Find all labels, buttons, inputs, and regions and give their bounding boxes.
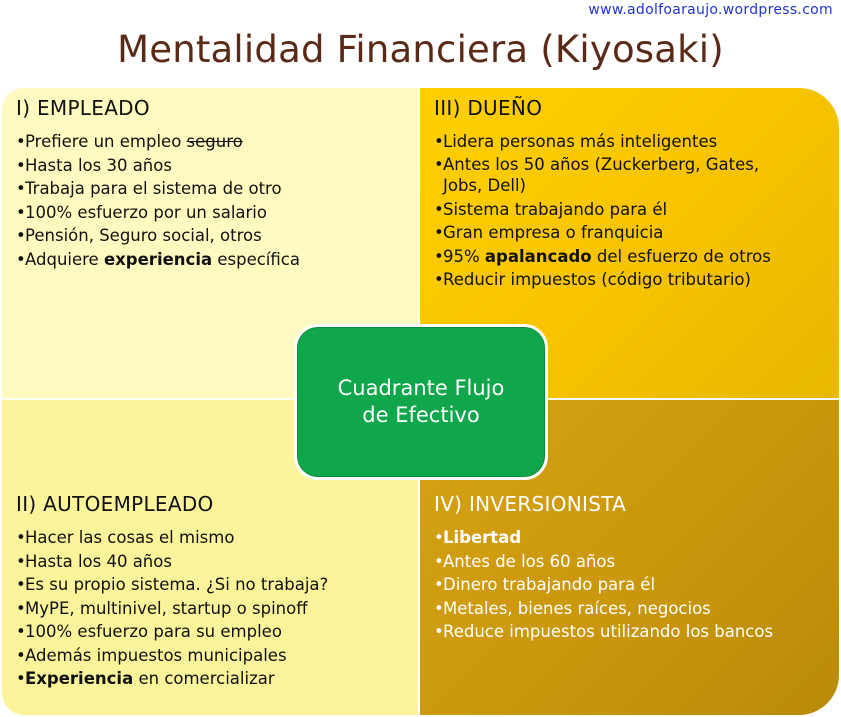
item-text: en comercializar [133, 669, 275, 688]
page-title: Mentalidad Financiera (Kiyosaki) [117, 28, 724, 71]
item-text: Reducir impuestos (código tributario) [443, 270, 751, 289]
bullet-icon: • [434, 598, 444, 618]
item-text: Hasta los 30 años [25, 155, 172, 175]
bullet-icon: • [434, 132, 444, 151]
source-url[interactable]: www.adolfoaraujo.wordpress.com [588, 2, 833, 18]
item-text: del esfuerzo de otros [591, 246, 771, 266]
quadrant-heading: IV) INVERSIONISTA [434, 492, 627, 516]
list-item [16, 130, 406, 154]
list-item [434, 550, 827, 574]
list-item [16, 248, 406, 272]
list-item [16, 177, 406, 201]
item-text: 100% esfuerzo para su empleo [25, 622, 282, 641]
item-text: Hacer las cosas el mismo [25, 528, 235, 547]
item-text: Además impuestos municipales [25, 645, 287, 665]
item-text: Antes los 50 años (Zuckerberg, Gates, [443, 154, 760, 174]
bullet-icon: • [16, 132, 26, 151]
item-text: específica [212, 249, 300, 269]
bullet-icon: • [434, 246, 444, 266]
list-item [434, 526, 827, 550]
bullet-icon: • [16, 528, 26, 547]
item-text: Jobs, Dell) [443, 175, 526, 195]
bullet-icon: • [434, 528, 444, 547]
bullet-icon: • [434, 199, 444, 219]
center-label [316, 375, 526, 429]
center-box-cash-flow-quadrant [294, 324, 548, 480]
list-item [434, 130, 827, 154]
item-strike-text: seguro [186, 132, 243, 151]
quadrant-list [434, 526, 827, 644]
bullet-icon: • [434, 575, 444, 594]
list-item [434, 597, 827, 621]
item-text: Reduce impuestos utilizando los bancos [443, 622, 774, 641]
quadrant-list [16, 526, 406, 691]
bullet-icon: • [434, 622, 444, 641]
list-item [16, 667, 406, 691]
item-bold-text: apalancado [484, 246, 592, 266]
item-text: Lidera personas más inteligentes [443, 132, 718, 151]
item-text: Pensión, Seguro social, otros [25, 226, 262, 245]
list-item [16, 154, 406, 178]
list-item [16, 550, 406, 574]
bullet-icon: • [16, 202, 26, 222]
item-text: Trabaja para el sistema de otro [25, 179, 282, 198]
quadrant-heading: III) DUEÑO [434, 96, 543, 120]
item-text: Metales, bienes raíces, negocios [443, 598, 711, 618]
bullet-icon: • [16, 622, 26, 641]
quadrant-heading: II) AUTOEMPLEADO [16, 492, 214, 516]
center-label-line: Cuadrante Flujo [337, 376, 505, 400]
item-text: Gran empresa o franquicia [443, 223, 664, 242]
list-item [434, 245, 827, 269]
bullet-icon: • [16, 575, 26, 594]
item-text: MyPE, multinivel, startup o spinoff [25, 598, 308, 618]
item-text: Hasta los 40 años [25, 551, 172, 571]
bullet-icon: • [16, 249, 26, 269]
bullet-icon: • [16, 226, 26, 245]
list-item [16, 201, 406, 225]
list-item [16, 224, 406, 248]
list-item [16, 644, 406, 668]
item-text: 95% [443, 246, 485, 266]
list-item [434, 198, 827, 222]
item-text: 100% esfuerzo por un salario [25, 202, 267, 222]
list-item [16, 526, 406, 550]
item-text: Dinero trabajando para él [443, 575, 656, 594]
bullet-icon: • [16, 645, 26, 665]
bullet-icon: • [16, 669, 26, 688]
quadrant-list [434, 130, 827, 292]
bullet-icon: • [434, 551, 444, 571]
item-text: Es su propio sistema. ¿Si no trabaja? [25, 575, 329, 594]
quadrant-list [16, 130, 406, 271]
list-item [434, 221, 827, 245]
quadrant-heading: I) EMPLEADO [16, 96, 150, 120]
bullet-icon: • [16, 179, 26, 198]
item-bold-text: Experiencia [25, 669, 134, 688]
item-text: Antes de los 60 años [443, 551, 616, 571]
item-text: Adquiere [25, 249, 104, 269]
list-item [16, 597, 406, 621]
item-bold-text: experiencia [103, 249, 213, 269]
list-item [434, 620, 827, 644]
list-item [434, 573, 827, 597]
bullet-icon: • [16, 551, 26, 571]
item-bold-text: Libertad [443, 528, 522, 547]
center-label-line: de Efectivo [362, 403, 480, 427]
item-text: Prefiere un empleo [25, 132, 187, 151]
list-item [434, 268, 827, 292]
bullet-icon: • [16, 598, 26, 618]
list-item [16, 620, 406, 644]
list-item [434, 154, 827, 196]
item-text: Sistema trabajando para él [443, 199, 668, 219]
bullet-icon: • [434, 270, 444, 289]
bullet-icon: • [434, 154, 444, 174]
list-item [16, 573, 406, 597]
bullet-icon: • [16, 155, 26, 175]
bullet-icon: • [434, 223, 444, 242]
